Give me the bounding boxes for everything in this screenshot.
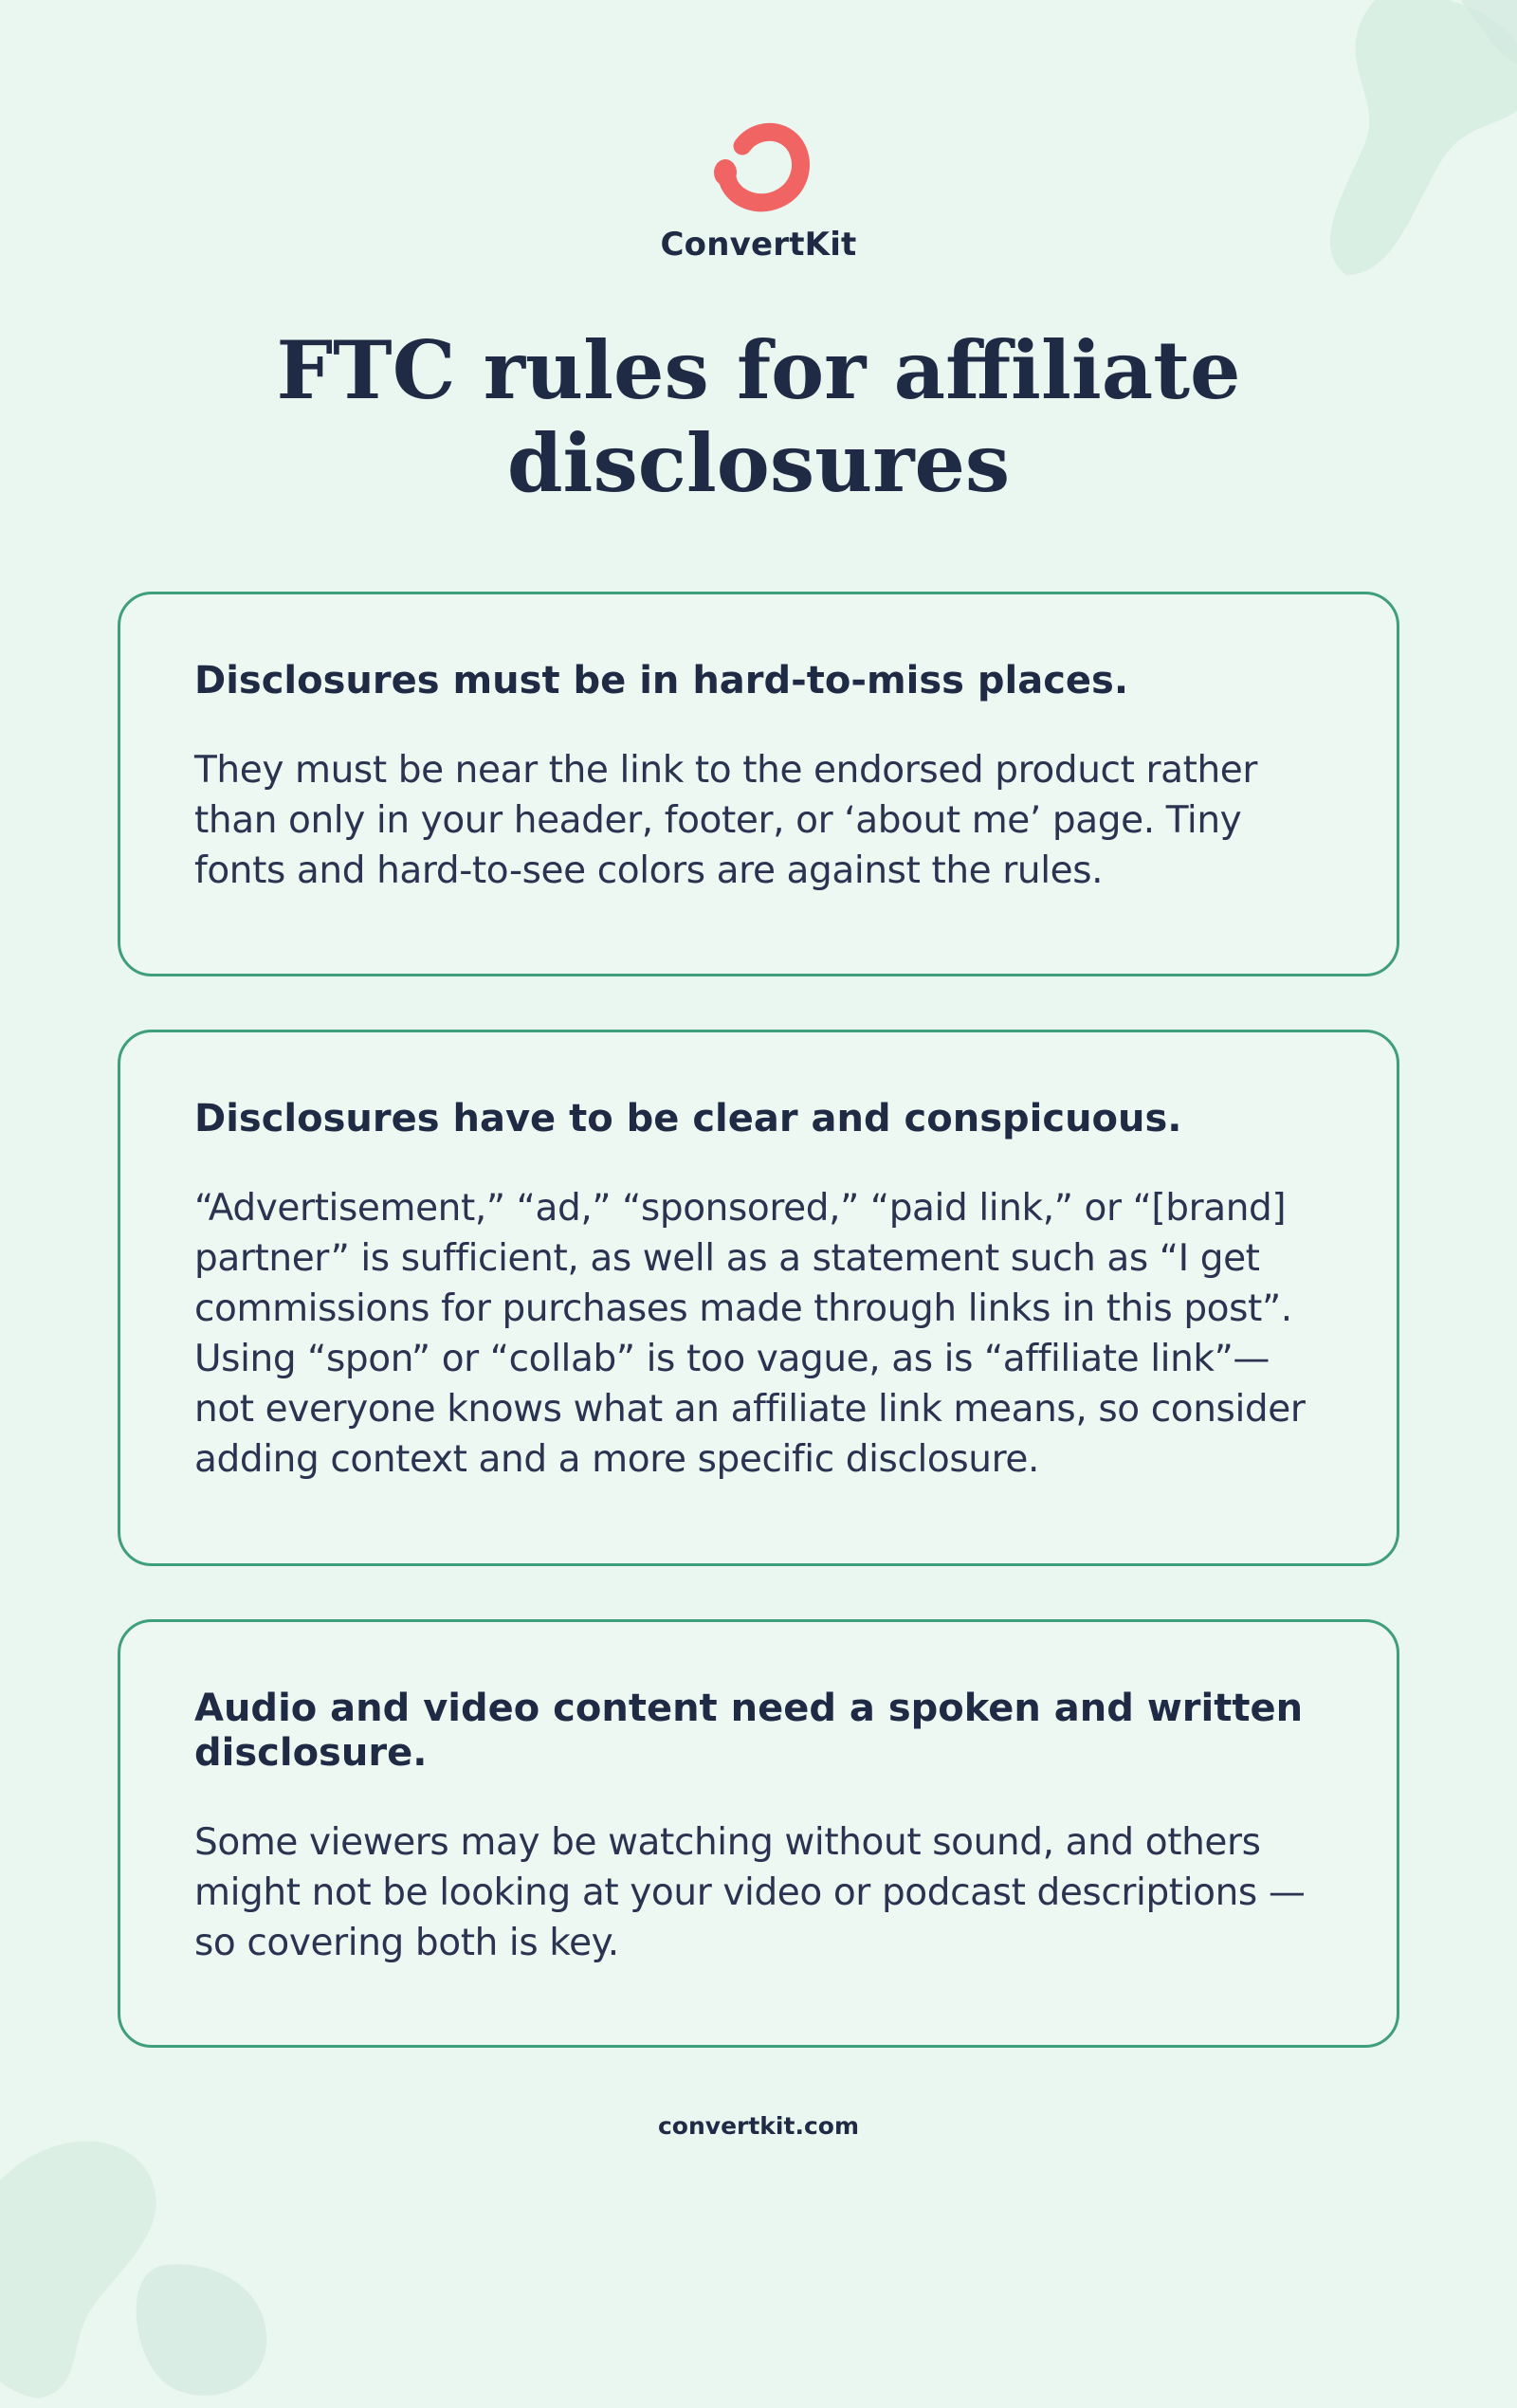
rule-card [118,1030,1399,1566]
brand-logo [0,121,1517,264]
rule-description: “Advertisement,” “ad,” “sponsored,” “paid link,” or “[brand] partner” is sufficient, as well as a statement such as “I get commissions for purchases made through links in this post”. Using “spon” or “collab” is too vague, as is “affiliate link”—not everyone knows what an affiliate link means, so consider adding context and a more specific disclosure. [194,1187,1306,1481]
rule-heading: Audio and video content need a spoken and written disclosure. [194,1687,1304,1775]
rule-card [118,592,1399,976]
rules-list [118,592,1399,2101]
rule-description: Some viewers may be watching without sound, and others might not be looking at your video or podcast descriptions —so covering both is key. [194,1821,1306,1964]
rule-heading: Disclosures must be in hard-to-miss places. [194,659,1129,702]
footer-website-url: convertkit.com [657,2112,859,2140]
page-title: FTC rules for affiliate disclosures [276,323,1241,510]
convertkit-logo-icon [706,121,811,216]
rule-heading: Disclosures have to be clear and conspicuous. [194,1097,1182,1140]
rule-description: They must be near the link to the endorsed product rather than only in your header, footer, or ‘about me’ page. Tiny fonts and hard-to-see colors are against the rules. [194,749,1258,892]
brand-name: ConvertKit [660,226,857,264]
rule-card [118,1619,1399,2048]
